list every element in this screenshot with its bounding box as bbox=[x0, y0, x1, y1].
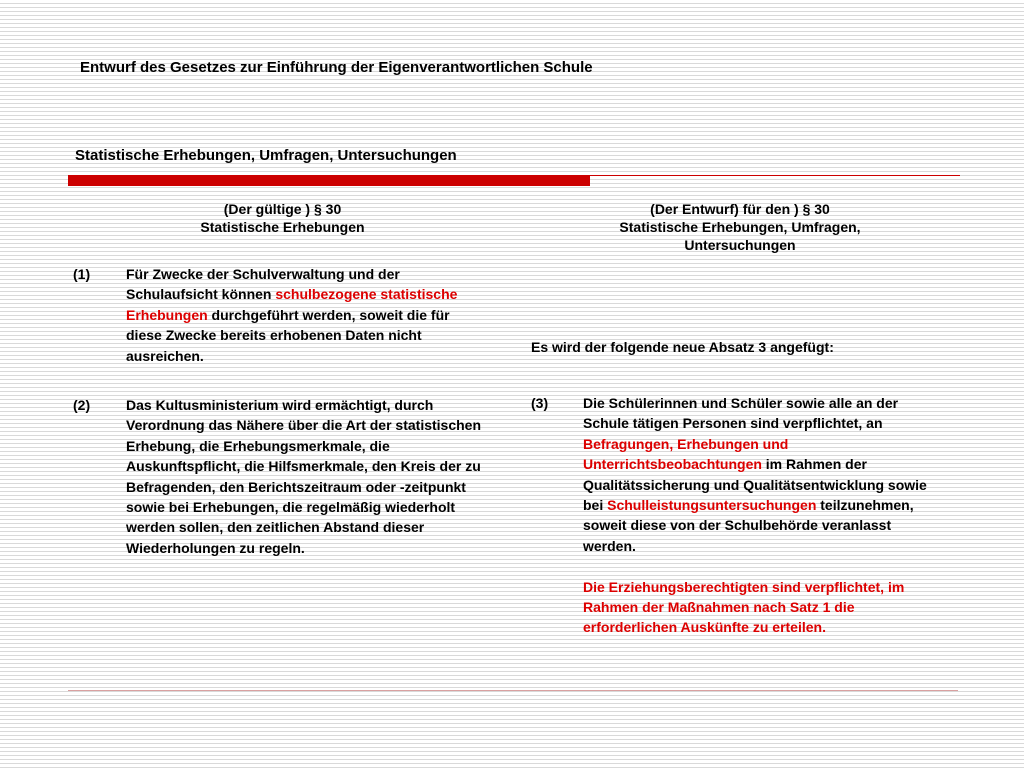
page-subtitle: Statistische Erhebungen, Umfragen, Untersuchungen bbox=[75, 147, 457, 164]
bottom-divider-line bbox=[68, 690, 958, 691]
highlighted-text: Befragungen, Erhebungen und Unterrichtsbeobachtungen bbox=[583, 435, 789, 473]
highlighted-text: Schulleistungsuntersuchungen bbox=[607, 497, 817, 514]
paragraph-text-part: teilzunehmen, soweit diese von der Schulbehörde veranlasst werden. bbox=[583, 497, 914, 554]
red-divider-line bbox=[590, 175, 960, 176]
paragraph-text: Das Kultusministerium wird ermächtigt, durch Verordnung das Nähere über die Art der statistischen Erhebung, die Erhebungsmerkmale, die Auskunftspflicht, die Hilfsmerkmale, den Kreis der zu Befragenden, den Berichtszeitraum oder -zeitpunkt sowie bei Erhebungen, die regelmäßig wiederholt werden sollen, den zeitlichen Abstand dieser Wiederholungen zu regeln. bbox=[126, 397, 482, 556]
paragraph-number: (3) bbox=[531, 395, 549, 411]
right-heading-line2: Statistische Erhebungen, Umfragen, Untersuchungen bbox=[619, 219, 861, 253]
paragraph-text-part: durchgeführt werden, soweit die für diese Zwecke bereits erhobenen Daten nicht ausreichen. bbox=[126, 306, 450, 364]
highlighted-text: schulbezogene statistische Erhebungen bbox=[126, 286, 458, 323]
paragraph-text bbox=[126, 264, 486, 366]
paragraph-number: (1) bbox=[73, 266, 91, 282]
left-column-heading bbox=[140, 200, 425, 236]
paragraph-spacer bbox=[583, 556, 943, 576]
paragraph-text-part: Für Zwecke der Schulverwaltung und der Schulaufsicht können bbox=[126, 266, 400, 303]
right-column-heading bbox=[580, 200, 900, 254]
red-divider-bar bbox=[68, 175, 590, 186]
left-heading-line2: Statistische Erhebungen bbox=[200, 219, 365, 235]
right-heading-line1: (Der Entwurf) für den ) § 30 bbox=[650, 201, 830, 217]
right-intro-text: Es wird der folgende neue Absatz 3 angefügt: bbox=[531, 339, 834, 355]
paragraph-text bbox=[583, 393, 943, 638]
left-heading-line1: (Der gültige ) § 30 bbox=[223, 201, 342, 217]
paragraph-text-part: im Rahmen der Qualitätssicherung und Qualitätsentwicklung sowie bei bbox=[583, 456, 927, 514]
paragraph-number: (2) bbox=[73, 397, 91, 413]
paragraph-text-part: Die Schülerinnen und Schüler sowie alle an der Schule tätigen Personen sind verpflichtet, an bbox=[583, 395, 899, 432]
highlighted-text: Die Erziehungsberechtigten sind verpflichtet, im Rahmen der Maßnahmen nach Satz 1 die erforderlichen Auskünfte zu erteilen. bbox=[583, 578, 905, 636]
page-title: Entwurf des Gesetzes zur Einführung der Eigenverantwortlichen Schule bbox=[80, 59, 593, 76]
